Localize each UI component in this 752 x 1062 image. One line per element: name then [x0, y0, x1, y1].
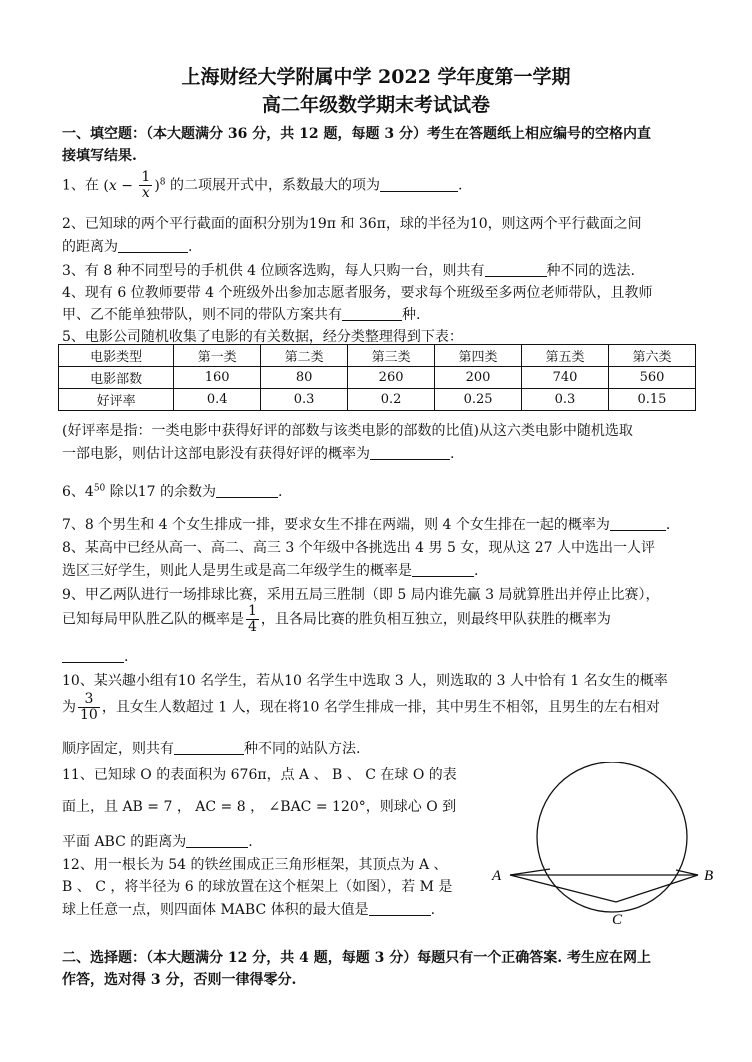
- sphere-outline: [537, 762, 687, 912]
- table-row: [59, 367, 696, 389]
- question-10-line-a: 10、某兴趣小组有10 名学生，若从10 名学生中选取 3 人，则选取的 3 人中恰有 1 名女生的概率: [62, 673, 668, 689]
- q3-answer-blank[interactable]: [485, 262, 547, 277]
- question-10-line-b: 为 $\frac{3}{10}$ ，且女生人数超过 1 人，现在将10 名学生排成一排，其中男生不相邻，且男生的左右相对: [62, 691, 660, 723]
- movie-data-table: [58, 344, 696, 411]
- q2-answer-blank[interactable]: [118, 238, 188, 253]
- question-2-line-a: 2、已知球的两个平行截面的面积分别为19π 和 36π，球的半径为10，则这两个平行截面之间: [62, 216, 642, 232]
- figure-label-c: C: [612, 912, 623, 928]
- question-1: 1、在 (x − $\frac{1}{x}$ )$^8$ 的二项展开式中，系数最大的项为 .: [62, 169, 463, 201]
- q10-fraction: $\frac{3}{10}$: [80, 691, 98, 723]
- question-11-line-b: 面上，且 AB = 7 ， AC = 8 ， ∠BAC = 120°，则球心 O 到: [62, 799, 457, 815]
- table-cell: 第二类: [261, 345, 348, 367]
- question-6: 6、$4^{50}$ 除以17 的余数为 .: [62, 483, 283, 500]
- table-cell: 0.15: [608, 389, 695, 411]
- section1-heading-a: 一、填空题：（本大题满分 36 分，共 12 题，每题 3 分）考生在答题纸上相应编号的空格内直: [62, 126, 651, 142]
- table-cell: 80: [261, 367, 348, 389]
- question-5-note-b: 一部电影，则估计这部电影没有获得好评的概率为 .: [62, 446, 455, 462]
- question-5-note-a: (好评率是指：一类电影中获得好评的部数与该类电影的部数的比值)从这六类电影中随机选取: [62, 423, 633, 439]
- q4-answer-blank[interactable]: [342, 306, 402, 321]
- question-4-line-a: 4、现有 6 位教师要带 4 个班级外出参加志愿者服务，要求每个班级至多两位老师带队，且教师: [62, 285, 653, 301]
- question-12-line-b: B 、 C ，将半径为 6 的球放置在这个框架上（如图），若 M 是: [62, 879, 453, 895]
- q1-text: 的二项展开式中，系数最大的项为: [169, 177, 380, 194]
- q1-prefix: 1、在: [62, 177, 99, 194]
- question-4-line-b: 甲、乙不能单独带队，则不同的带队方案共有 种.: [62, 307, 421, 323]
- question-12-line-c: 球上任意一点，则四面体 MABC 体积的最大值是 .: [62, 902, 436, 918]
- question-12-line-a: 12、用一根长为 54 的铁丝围成正三角形框架，其顶点为 A 、: [62, 857, 448, 873]
- question-2-line-b: 的距离为 .: [62, 239, 193, 255]
- table-cell: 第四类: [435, 345, 522, 367]
- q6-exponent: 50: [93, 483, 106, 494]
- q8-answer-blank[interactable]: [412, 562, 474, 577]
- q10-answer-blank[interactable]: [174, 740, 244, 755]
- question-8-line-a: 8、某高中已经从高一、高二、高三 3 个年级中各挑选出 4 男 5 女，现从这 27 人中选出一人评: [62, 540, 656, 556]
- q9-answer-blank[interactable]: [62, 648, 124, 663]
- table-cell: 0.3: [522, 389, 609, 411]
- q1-answer-blank[interactable]: [380, 177, 458, 192]
- question-8-line-b: 选区三好学生，则此人是男生或是高二年级学生的概率是 .: [62, 563, 479, 579]
- table-row: [59, 389, 696, 411]
- question-7: 7、8 个男生和 4 个女生排成一排，要求女生不排在两端，则 4 个女生排在一起的概率为 .: [62, 517, 671, 533]
- section2-heading-b: 作答，选对得 3 分，否则一律得零分.: [62, 972, 297, 988]
- table-row: [59, 345, 696, 367]
- table-cell: 0.2: [348, 389, 435, 411]
- q7-answer-blank[interactable]: [610, 516, 666, 531]
- exam-title-line1: 上海财经大学附属中学 2022 学年度第一学期: [181, 66, 571, 88]
- question-9-line-a: 9、甲乙两队进行一场排球比赛，采用五局三胜制（即 5 局内谁先赢 3 局就算胜出并停止比赛），: [62, 587, 660, 603]
- table-cell: 好评率: [59, 389, 174, 411]
- question-10-line-c: 顺序固定，则共有 种不同的站队方法.: [62, 741, 361, 757]
- question-11-line-a: 11、已知球 O 的表面积为 676π，点 A 、 B 、 C 在球 O 的表: [62, 767, 457, 783]
- q1-binomial-expression: (x − $\frac{1}{x}$ )$^8$: [103, 169, 166, 201]
- table-cell: 160: [174, 367, 261, 389]
- q9-fraction: $\frac{1}{4}$: [248, 603, 257, 635]
- figure-label-a: A: [492, 868, 502, 884]
- section2-heading-a: 二、选择题：（本大题满分 12 分，共 4 题，每题 3 分）每题只有一个正确答案. 考生应在网上: [62, 950, 651, 966]
- table-cell: 200: [435, 367, 522, 389]
- table-cell: 第一类: [174, 345, 261, 367]
- table-cell: 740: [522, 367, 609, 389]
- table-cell: 260: [348, 367, 435, 389]
- table-cell: 电影类型: [59, 345, 174, 367]
- table-cell: 0.25: [435, 389, 522, 411]
- triangle-frame: [510, 875, 698, 902]
- q12-answer-blank[interactable]: [369, 901, 431, 916]
- triangle-edge-back-right: [676, 870, 698, 875]
- table-cell: 电影部数: [59, 367, 174, 389]
- table-cell: 560: [608, 367, 695, 389]
- figure-label-b: B: [704, 868, 714, 884]
- q11-answer-blank[interactable]: [186, 833, 248, 848]
- question-3: 3、有 8 种不同型号的手机供 4 位顾客选购，每人只购一台，则共有 种不同的选法.: [62, 263, 635, 279]
- exam-title-line2: 高二年级数学期末考试试卷: [261, 94, 490, 116]
- section1-heading-b: 接填写结果.: [62, 148, 137, 164]
- question-11-line-c: 平面 ABC 的距离为 .: [62, 834, 253, 850]
- sphere-on-triangle-figure: [488, 762, 728, 932]
- question-5-intro: 5、电影公司随机收集了电影的有关数据，经分类整理得到下表：: [62, 329, 463, 345]
- table-cell: 第五类: [522, 345, 609, 367]
- table-cell: 第三类: [348, 345, 435, 367]
- question-9-line-b: 已知每局甲队胜乙队的概率是 $\frac{1}{4}$ ，且各局比赛的胜负相互独立，则最终甲队获胜的概率为: [62, 603, 611, 635]
- q5-answer-blank[interactable]: [370, 445, 450, 460]
- table-cell: 0.3: [261, 389, 348, 411]
- q6-answer-blank[interactable]: [216, 483, 278, 498]
- question-9-line-c: .: [62, 648, 128, 665]
- table-cell: 第六类: [608, 345, 695, 367]
- table-cell: 0.4: [174, 389, 261, 411]
- triangle-edge-back-left: [510, 869, 550, 875]
